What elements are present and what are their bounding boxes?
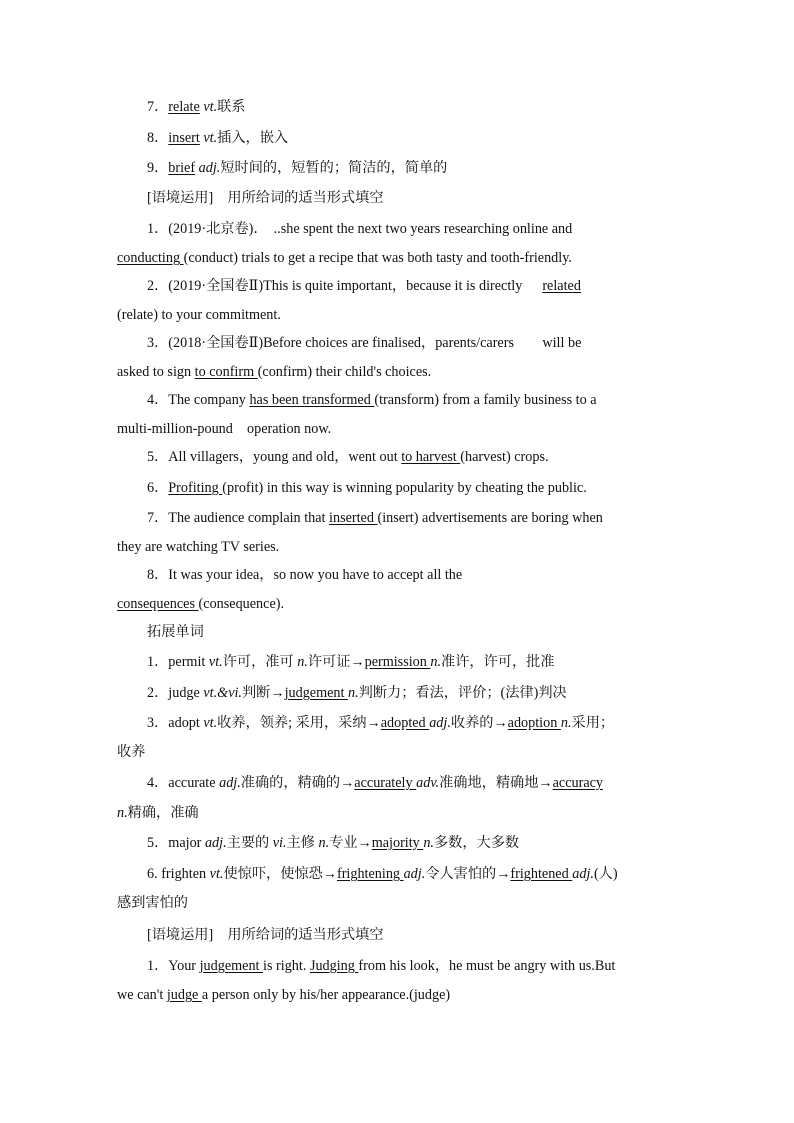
exercise-text: a person only by his/her appearance.(judge) <box>201 987 451 1003</box>
vocab-meaning: 准确地，精确地→ <box>439 775 553 791</box>
expand-item <box>147 652 707 672</box>
item-number: 8． <box>147 567 169 583</box>
vocab-item <box>147 158 707 178</box>
answer-blank: to confirm <box>194 364 258 380</box>
part-of-speech: adj. <box>219 775 241 791</box>
vocab-meaning: 判断力；看法，评价；(法律)判决 <box>358 685 567 701</box>
vocab-meaning: 许可，准可 <box>222 654 298 670</box>
answer-blank: related <box>542 278 581 294</box>
vocab-meaning: 令人害怕的→ <box>425 866 511 882</box>
answer-blank: frightened <box>510 866 573 882</box>
vocab-meaning: 专业→ <box>329 835 372 851</box>
exercise-text: The company <box>168 392 250 408</box>
exercise-text: asked to sign <box>117 364 195 380</box>
vocab-meaning: 使惊吓，使惊恐→ <box>223 866 337 882</box>
answer-blank: conducting <box>117 250 184 266</box>
expand-item <box>147 833 707 853</box>
part-of-speech: n. <box>297 654 308 670</box>
part-of-speech: n. <box>348 685 359 701</box>
exercise-text: (consequence). <box>198 596 285 612</box>
vocab-meaning: 判断→ <box>241 685 285 701</box>
exercise-text: ..she spent the next two years researching online and <box>273 221 573 237</box>
vocab-meaning: 许可证→ <box>307 654 365 670</box>
vocab-meaning: 精确，准确 <box>127 805 199 821</box>
exercise-text: (conduct) trials to get a recipe that was both tasty and tooth-friendly. <box>183 250 572 266</box>
expand-item <box>147 864 707 884</box>
exercise-text: Your <box>168 958 200 974</box>
vocab-word: insert <box>168 130 200 146</box>
section-heading: [语境运用] 用所给词的适当形式填空 <box>147 927 384 943</box>
exercise-line <box>147 276 707 296</box>
part-of-speech: adv. <box>416 775 440 791</box>
vocab-meaning: 短时间的，短暂的；简洁的，简单的 <box>220 160 448 176</box>
exercise-text: (harvest) crops. <box>460 449 549 465</box>
answer-blank: accurately <box>354 775 417 791</box>
answer-blank: permission <box>364 654 431 670</box>
exercise-text: (profit) in this way is winning popularity by cheating the public. <box>222 480 587 496</box>
exercise-text: It was your idea，so now you have to accept all the <box>168 567 463 583</box>
expand-item <box>147 773 707 793</box>
exercise-line: they are watching TV series. <box>117 539 280 555</box>
part-of-speech: n. <box>117 805 128 821</box>
answer-blank: Profiting <box>168 480 223 496</box>
item-number: 1． <box>147 221 169 237</box>
vocab-meaning: 采用； <box>571 715 615 731</box>
exercise-line <box>147 333 707 353</box>
exercise-text: (insert) advertisements are boring when <box>377 510 603 526</box>
expand-item-continued: 收养 <box>117 744 146 760</box>
item-number: 4． <box>147 392 169 408</box>
vocab-meaning: 联系 <box>217 99 246 115</box>
vocab-meaning: 收养的→ <box>450 715 508 731</box>
answer-blank: judgement <box>199 958 264 974</box>
exercise-line: (relate) to your commitment. <box>117 307 281 323</box>
exercise-line <box>147 390 707 410</box>
part-of-speech: adj. <box>572 866 594 882</box>
exercise-line <box>117 985 677 1005</box>
answer-blank: Judging <box>309 958 359 974</box>
answer-blank: adopted <box>380 715 430 731</box>
vocab-word: frighten <box>161 866 210 882</box>
exercise-text: Before choices are finalised，parents/carers will be <box>263 335 582 351</box>
part-of-speech: adj. <box>403 866 426 882</box>
exercise-line <box>117 594 677 614</box>
vocab-word: adopt <box>168 715 204 731</box>
item-number: 8． <box>147 130 169 146</box>
exercise-source: (2019·全国卷Ⅱ) <box>168 278 264 294</box>
part-of-speech: vi. <box>272 835 287 851</box>
expand-item <box>147 713 707 733</box>
section-heading: 拓展单词 <box>147 624 204 640</box>
vocab-meaning: 主要的 <box>226 835 273 851</box>
vocab-word: brief <box>168 160 196 176</box>
vocab-item <box>147 97 707 117</box>
vocab-word: major <box>168 835 205 851</box>
exercise-line <box>147 478 707 498</box>
part-of-speech: n. <box>560 715 572 731</box>
vocab-meaning: 准许，许可，批准 <box>441 654 555 670</box>
answer-blank: judgement <box>284 685 348 701</box>
part-of-speech: adj. <box>198 160 221 176</box>
item-number: 7． <box>147 99 169 115</box>
exercise-line: multi-million-pound operation now. <box>117 421 332 437</box>
part-of-speech: adj. <box>429 715 451 731</box>
item-number: 5． <box>147 449 169 465</box>
answer-blank: consequences <box>117 596 199 612</box>
answer-blank: judge <box>166 987 202 1003</box>
answer-blank: accuracy <box>552 775 604 791</box>
part-of-speech: adj. <box>204 835 227 851</box>
exercise-text: (confirm) their child's choices. <box>257 364 432 380</box>
exercise-line <box>117 248 677 268</box>
vocab-meaning: 多数，大多数 <box>433 835 520 851</box>
exercise-text: (transform) from a family business to a <box>374 392 597 408</box>
vocab-meaning: (人) <box>593 866 618 882</box>
vocab-word: permit <box>168 654 209 670</box>
exercise-line <box>147 508 707 528</box>
exercise-line <box>147 565 707 585</box>
exercise-line <box>147 956 707 976</box>
exercise-text: The audience complain that <box>168 510 330 526</box>
item-number: 6． <box>147 480 169 496</box>
answer-blank: inserted <box>329 510 378 526</box>
part-of-speech: n. <box>430 654 442 670</box>
item-number: 6. <box>147 866 162 882</box>
item-number: 3． <box>147 715 169 731</box>
item-number: 1． <box>147 654 169 670</box>
part-of-speech: n. <box>318 835 330 851</box>
exercise-source: (2019·北京卷)． <box>168 221 268 237</box>
vocab-item <box>147 128 707 148</box>
answer-blank: has been transformed <box>249 392 375 408</box>
answer-blank: adoption <box>507 715 561 731</box>
answer-blank: majority <box>371 835 424 851</box>
expand-item <box>147 683 707 703</box>
part-of-speech: n. <box>423 835 434 851</box>
item-number: 1． <box>147 958 169 974</box>
item-number: 2． <box>147 685 169 701</box>
answer-blank: to harvest <box>401 449 461 465</box>
section-heading: [语境运用] 用所给词的适当形式填空 <box>147 190 384 206</box>
item-number: 9． <box>147 160 169 176</box>
exercise-text: All villagers，young and old，went out <box>168 449 402 465</box>
expand-item-continued: 感到害怕的 <box>117 895 188 911</box>
exercise-text: is right. <box>263 958 310 974</box>
part-of-speech: vt. <box>208 654 223 670</box>
vocab-meaning: 插入，嵌入 <box>217 130 289 146</box>
vocab-meaning: 收养，领养; 采用，采纳→ <box>217 715 381 731</box>
item-number: 2． <box>147 278 169 294</box>
part-of-speech: vt. <box>203 130 218 146</box>
item-number: 3． <box>147 335 169 351</box>
exercise-text: This is quite important，because it is directly <box>263 278 523 294</box>
part-of-speech: vt. <box>209 866 224 882</box>
vocab-meaning: 准确的，精确的→ <box>240 775 355 791</box>
exercise-line <box>147 447 707 467</box>
part-of-speech: vt. <box>203 715 218 731</box>
vocab-word: relate <box>168 99 200 115</box>
exercise-text: we can't <box>117 987 167 1003</box>
expand-item-continued <box>117 803 677 823</box>
item-number: 5． <box>147 835 169 851</box>
exercise-line <box>147 219 707 239</box>
exercise-text: from his look，he must be angry with us.But <box>358 958 616 974</box>
exercise-source: (2018·全国卷Ⅱ) <box>168 335 264 351</box>
item-number: 7． <box>147 510 169 526</box>
part-of-speech: vt. <box>203 99 218 115</box>
vocab-word: accurate <box>168 775 220 791</box>
vocab-meaning: 主修 <box>286 835 319 851</box>
exercise-line <box>117 362 677 382</box>
answer-blank: frightening <box>336 866 404 882</box>
vocab-word: judge <box>168 685 204 701</box>
item-number: 4． <box>147 775 169 791</box>
part-of-speech: vt.&vi. <box>203 685 242 701</box>
